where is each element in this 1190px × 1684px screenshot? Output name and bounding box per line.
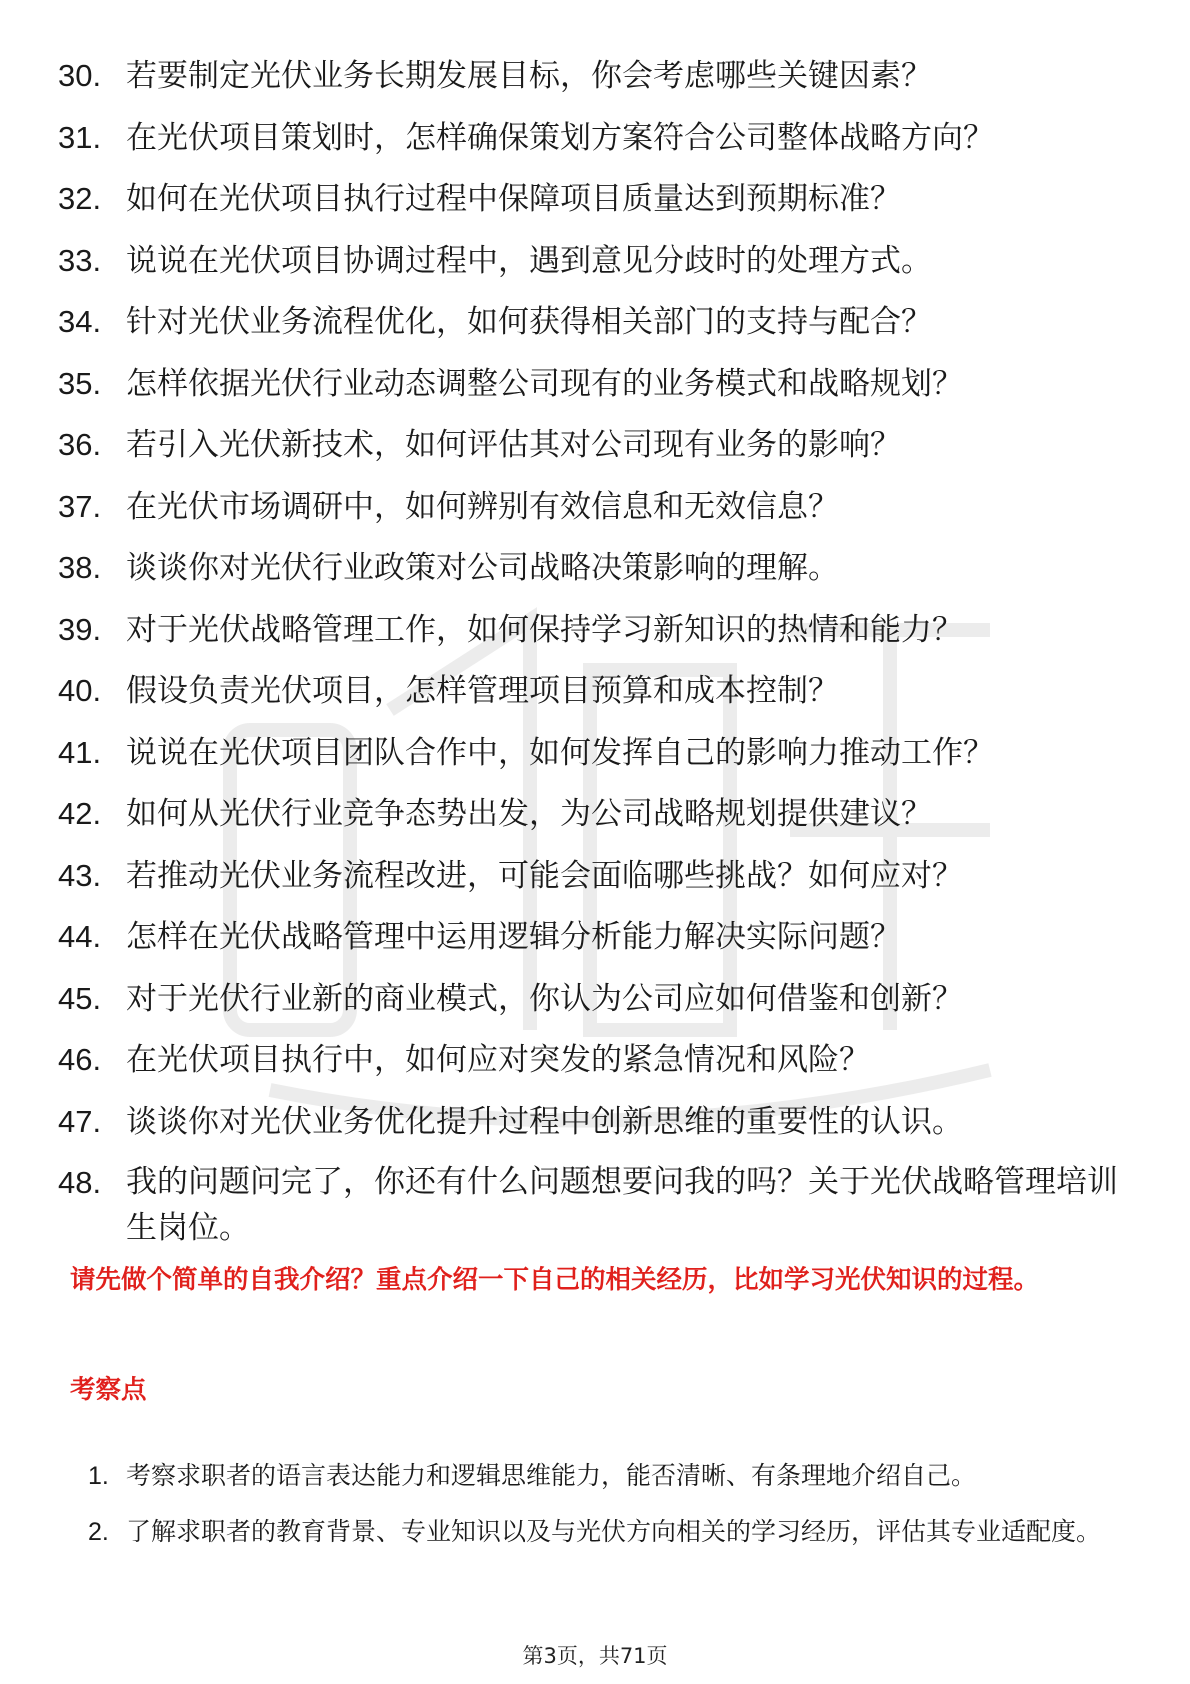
question-list xyxy=(58,52,1133,1265)
question-number: 35. xyxy=(58,365,102,401)
question-text: 在光伏项目执行中，如何应对突发的紧急情况和风险？ xyxy=(126,1042,870,1078)
question-text: 若引入光伏新技术，如何评估其对公司现有业务的影响？ xyxy=(126,427,901,463)
question-item xyxy=(58,667,1133,715)
question-text: 在光伏项目策划时，怎样确保策划方案符合公司整体战略方向？ xyxy=(126,119,994,156)
question-text: 假设负责光伏项目，怎样管理项目预算和成本控制？ xyxy=(126,673,839,709)
question-text: 若推动光伏业务流程改进，可能会面临哪些挑战？如何应对？ xyxy=(126,857,963,894)
point-text: 考察求职者的语言表达能力和逻辑思维能力，能否清晰、有条理地介绍自己。 xyxy=(126,1461,977,1490)
question-text: 如何在光伏项目执行过程中保障项目质量达到预期标准？ xyxy=(126,181,901,217)
question-number: 34. xyxy=(58,304,102,339)
question-number: 47. xyxy=(58,1103,102,1139)
question-text: 说说在光伏项目团队合作中，如何发挥自己的影响力推动工作？ xyxy=(126,734,994,771)
question-item xyxy=(58,913,1133,961)
section-title: 考察点 xyxy=(70,1375,147,1405)
question-item xyxy=(58,852,1133,900)
question-number: 39. xyxy=(58,611,102,647)
assessment-point xyxy=(88,1448,1128,1504)
point-number: 1. xyxy=(88,1462,109,1490)
question-text: 针对光伏业务流程优化，如何获得相关部门的支持与配合？ xyxy=(126,304,932,340)
question-item xyxy=(58,790,1133,838)
question-item xyxy=(58,114,1133,162)
highlight-question: 请先做个简单的自我介绍？重点介绍一下自己的相关经历，比如学习光伏知识的过程。 xyxy=(70,1265,1040,1295)
question-item xyxy=(58,237,1133,285)
question-number: 45. xyxy=(58,980,102,1016)
question-item xyxy=(58,483,1133,531)
question-item xyxy=(58,360,1133,408)
question-item xyxy=(58,606,1133,654)
question-item xyxy=(58,544,1133,592)
question-text: 若要制定光伏业务长期发展目标，你会考虑哪些关键因素？ xyxy=(126,58,932,94)
question-item xyxy=(58,52,1133,100)
page-footer: 第3页，共71页 xyxy=(522,1644,668,1668)
question-number: 38. xyxy=(58,550,102,585)
question-item xyxy=(58,975,1133,1023)
question-text: 怎样在光伏战略管理中运用逻辑分析能力解决实际问题？ xyxy=(126,919,901,955)
question-number: 43. xyxy=(58,857,102,893)
question-item xyxy=(58,729,1133,777)
question-number: 46. xyxy=(58,1042,102,1077)
question-number: 37. xyxy=(58,488,102,524)
question-item xyxy=(58,421,1133,469)
question-item xyxy=(58,1036,1133,1084)
question-text: 在光伏市场调研中，如何辨别有效信息和无效信息？ xyxy=(126,488,839,525)
question-number: 30. xyxy=(58,58,102,93)
point-text: 了解求职者的教育背景、专业知识以及与光伏方向相关的学习经历，评估其专业适配度。 xyxy=(126,1517,1102,1546)
question-number: 40. xyxy=(58,673,102,708)
question-number: 48. xyxy=(58,1165,102,1200)
question-text: 谈谈你对光伏行业政策对公司战略决策影响的理解。 xyxy=(126,550,839,586)
question-item xyxy=(58,1098,1133,1146)
question-text: 对于光伏战略管理工作，如何保持学习新知识的热情和能力？ xyxy=(126,611,963,648)
question-text: 对于光伏行业新的商业模式，你认为公司应如何借鉴和创新？ xyxy=(126,980,963,1017)
question-number: 31. xyxy=(58,119,102,155)
question-item xyxy=(58,175,1133,223)
question-number: 44. xyxy=(58,919,102,954)
question-number: 42. xyxy=(58,796,102,831)
question-text: 我的问题问完了，你还有什么问题想要问我的吗？关于光伏战略管理培训生岗位。 xyxy=(126,1164,1118,1246)
assessment-points-list xyxy=(88,1448,1128,1560)
question-number: 41. xyxy=(58,734,102,770)
question-number: 33. xyxy=(58,242,102,278)
question-number: 32. xyxy=(58,181,102,216)
question-text: 怎样依据光伏行业动态调整公司现有的业务模式和战略规划？ xyxy=(126,365,963,402)
point-number: 2. xyxy=(88,1518,109,1546)
question-item xyxy=(58,298,1133,346)
question-item xyxy=(58,1159,1133,1251)
question-text: 说说在光伏项目协调过程中，遇到意见分歧时的处理方式。 xyxy=(126,242,932,279)
assessment-point xyxy=(88,1504,1128,1560)
question-text: 如何从光伏行业竞争态势出发，为公司战略规划提供建议？ xyxy=(126,796,932,832)
question-number: 36. xyxy=(58,427,102,462)
question-text: 谈谈你对光伏业务优化提升过程中创新思维的重要性的认识。 xyxy=(126,1103,963,1140)
